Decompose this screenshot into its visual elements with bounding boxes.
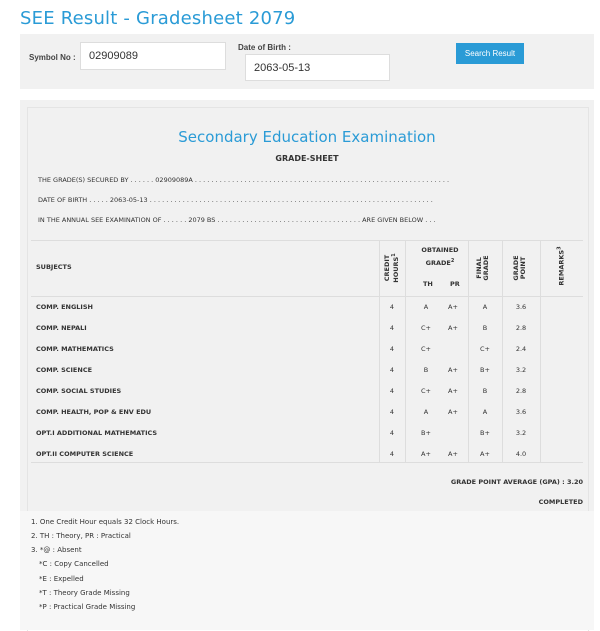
final-header-text: FINAL xyxy=(475,257,483,279)
table-row xyxy=(20,444,594,465)
th-grade-cell: A xyxy=(423,408,429,416)
grade-point-cell: 4.0 xyxy=(515,450,527,458)
final-grade-cell: B+ xyxy=(480,429,490,437)
credit-cell: 4 xyxy=(389,387,395,395)
subject-cell: COMP. MATHEMATICS xyxy=(36,345,114,353)
search-form xyxy=(20,34,594,89)
search-result-button[interactable]: Search Result xyxy=(456,43,524,64)
final-grade-cell: B xyxy=(482,387,488,395)
table-row xyxy=(20,402,594,423)
obtained-header-text: OBTAINED xyxy=(421,246,459,254)
final-grade-cell: A+ xyxy=(480,450,490,458)
table-row xyxy=(20,423,594,444)
grade-point-cell: 2.8 xyxy=(515,387,527,395)
subjects-header: SUBJECTS xyxy=(36,263,72,271)
credit-cell: 4 xyxy=(389,450,395,458)
remarks-header xyxy=(556,246,565,285)
grade-header-text: GRADE xyxy=(425,259,451,268)
remarks-footnote-mark: 3 xyxy=(556,246,563,250)
subject-cell: COMP. SOCIAL STUDIES xyxy=(36,387,122,395)
grade-secured-line: THE GRADE(S) SECURED BY . . . . . . 02909089A . . . . . . . . . . . . . . . . . . . . . . . . . . . . . . . . . . . . . . . . . . . . . . . . . . . . . . . . . . . . . . xyxy=(38,176,450,184)
final-grade-cell: A xyxy=(482,408,488,416)
remarks-header-text: REMARKS xyxy=(557,249,566,286)
grade-point-cell: 3.2 xyxy=(515,366,527,374)
exam-title: Secondary Education Examination xyxy=(178,128,436,146)
pr-grade-cell: A+ xyxy=(448,387,458,395)
pr-grade-cell: A+ xyxy=(448,303,458,311)
th-grade-cell: C+ xyxy=(421,345,431,353)
note-theory-missing: *T : Theory Grade Missing xyxy=(39,589,130,597)
th-grade-cell: A+ xyxy=(421,450,431,458)
credit-hours-header xyxy=(384,253,400,282)
final-grade-cell: A xyxy=(482,303,488,311)
credit-cell: 4 xyxy=(389,345,395,353)
grade-point-header-text-1: GRADE xyxy=(512,255,520,281)
page-title: SEE Result - Gradesheet 2079 xyxy=(20,8,296,29)
table-top-rule xyxy=(31,240,583,241)
dob-label: Date of Birth : xyxy=(238,43,291,52)
grade-point-header xyxy=(513,255,527,280)
subject-cell: COMP. ENGLISH xyxy=(36,303,93,311)
th-grade-cell: B+ xyxy=(421,429,431,437)
grade-sheet xyxy=(20,100,594,630)
final-grade-cell: B xyxy=(482,324,488,332)
obtained-footnote-mark: 2 xyxy=(450,258,455,264)
note-3: 3. *@ : Absent xyxy=(31,546,82,554)
pr-grade-cell: A+ xyxy=(448,450,458,458)
exam-line: IN THE ANNUAL SEE EXAMINATION OF . . . . . . 2079 BS . . . . . . . . . . . . . . . . . . . . . . . . . . . . . . . . . . . ARE GIVEN BELOW . . . xyxy=(38,216,436,224)
credit-cell: 4 xyxy=(389,408,395,416)
result-status: COMPLETED xyxy=(538,498,583,506)
obtained-grade-header xyxy=(412,245,468,269)
symbol-input[interactable] xyxy=(80,42,226,70)
grade-point-cell: 3.6 xyxy=(515,303,527,311)
subject-cell: COMP. HEALTH, POP & ENV EDU xyxy=(36,408,152,416)
grade-point-cell: 3.6 xyxy=(515,408,527,416)
subject-cell: COMP. SCIENCE xyxy=(36,366,93,374)
note-copy-cancelled: *C : Copy Cancelled xyxy=(39,560,109,568)
dob-input[interactable] xyxy=(245,54,390,81)
credit-footnote-mark: 1 xyxy=(390,253,397,257)
th-header: TH xyxy=(423,280,433,288)
final-grade-cell: B+ xyxy=(480,366,490,374)
grade-sheet-title: GRADE-SHEET xyxy=(275,154,339,163)
credit-cell: 4 xyxy=(389,429,395,437)
symbol-label: Symbol No : xyxy=(29,53,76,62)
gpa-line: GRADE POINT AVERAGE (GPA) : 3.20 xyxy=(450,478,583,486)
credit-header-text: CREDIT xyxy=(382,254,391,282)
grade-point-header-text-2: POINT xyxy=(519,256,527,280)
note-expelled: *E : Expelled xyxy=(39,575,84,583)
table-row xyxy=(20,360,594,381)
note-2: 2. TH : Theory, PR : Practical xyxy=(31,532,131,540)
pr-grade-cell: A+ xyxy=(448,408,458,416)
note-practical-missing: *P : Practical Grade Missing xyxy=(39,603,136,611)
pr-grade-cell: A+ xyxy=(448,366,458,374)
subject-cell: COMP. NEPALI xyxy=(36,324,87,332)
table-row xyxy=(20,297,594,318)
th-grade-cell: B xyxy=(423,366,429,374)
credit-cell: 4 xyxy=(389,366,395,374)
grade-point-cell: 3.2 xyxy=(515,429,527,437)
grade-point-cell: 2.8 xyxy=(515,324,527,332)
pr-header: PR xyxy=(450,280,460,288)
grade-point-cell: 2.4 xyxy=(515,345,527,353)
pr-grade-cell: A+ xyxy=(448,324,458,332)
final-grade-cell: C+ xyxy=(480,345,490,353)
th-grade-cell: A xyxy=(423,303,429,311)
th-grade-cell: C+ xyxy=(421,324,431,332)
note-1: 1. One Credit Hour equals 32 Clock Hours. xyxy=(31,518,180,526)
table-row xyxy=(20,381,594,402)
final-grade-header xyxy=(476,255,490,280)
subject-cell: OPT.I ADDITIONAL MATHEMATICS xyxy=(36,429,158,437)
dob-line: DATE OF BIRTH . . . . . 2063-05-13 . . . . . . . . . . . . . . . . . . . . . . . . . . . . . . . . . . . . . . . . . . . . . . . . . . . . . . . . . . . . . . . . . . . . . xyxy=(38,196,433,204)
hours-header-text: HOURS xyxy=(392,256,401,283)
subject-cell: OPT.II COMPUTER SCIENCE xyxy=(36,450,134,458)
credit-cell: 4 xyxy=(389,303,395,311)
th-grade-cell: C+ xyxy=(421,387,431,395)
notes-section xyxy=(20,511,594,630)
table-row xyxy=(20,339,594,360)
credit-cell: 4 xyxy=(389,324,395,332)
table-row xyxy=(20,318,594,339)
final-grade-header-text: GRADE xyxy=(482,255,490,281)
